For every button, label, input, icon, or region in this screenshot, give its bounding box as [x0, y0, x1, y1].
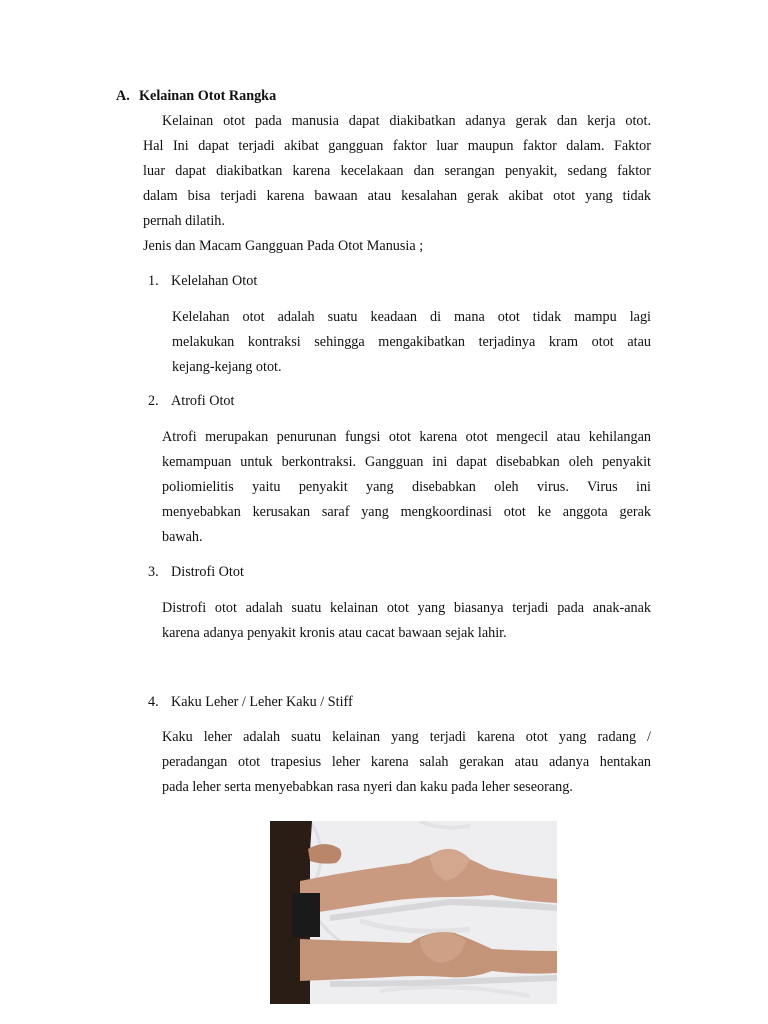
legs-photo: [270, 821, 557, 1004]
item-title: [148, 694, 353, 711]
item-title-text: Kelelahan Otot: [171, 273, 258, 289]
item-paragraph: [162, 425, 651, 550]
section-number: A.: [116, 88, 130, 104]
item-number: 2.: [148, 393, 159, 409]
item-line: poliomielitis yaitu penyakit yang disebabkan oleh virus. Virus ini: [162, 479, 651, 495]
item-paragraph: [162, 725, 651, 800]
item-line: menyebabkan kerusakan saraf yang mengkoordinasi otot ke anggota gerak: [162, 504, 651, 520]
item-title-text: Distrofi Otot: [171, 564, 244, 580]
item-title-text: Kaku Leher / Leher Kaku / Stiff: [171, 694, 353, 710]
item-title: [148, 564, 244, 581]
intro-line: Hal Ini dapat terjadi akibat gangguan faktor luar maupun faktor dalam. Faktor: [143, 138, 651, 154]
intro-paragraph: [143, 109, 651, 259]
item-line: karena adanya penyakit kronis atau cacat bawaan sejak lahir.: [162, 625, 507, 641]
item-line: Kaku leher adalah suatu kelainan yang terjadi karena otot yang radang /: [162, 729, 651, 745]
item-line: kejang-kejang otot.: [172, 359, 282, 375]
item-number: 3.: [148, 564, 159, 580]
item-title: [148, 273, 257, 290]
item-line: Kelelahan otot adalah suatu keadaan di mana otot tidak mampu lagi: [172, 309, 651, 325]
item-title-text: Atrofi Otot: [171, 393, 235, 409]
item-line: peradangan otot trapesius leher karena salah gerakan atau adanya hentakan: [162, 754, 651, 770]
item-line: Distrofi otot adalah suatu kelainan otot yang biasanya terjadi pada anak-anak: [162, 600, 651, 616]
censor-block: [292, 893, 320, 937]
item-line: pada leher serta menyebabkan rasa nyeri dan kaku pada leher seseorang.: [162, 779, 573, 795]
intro-line: dalam bisa terjadi karena bawaan atau kesalahan gerak akibat otot yang tidak: [143, 188, 651, 204]
intro-line: pernah dilatih.: [143, 213, 225, 229]
legs-illustration: [270, 821, 557, 1004]
intro-line: Kelainan otot pada manusia dapat diakibatkan adanya gerak dan kerja otot.: [162, 113, 651, 129]
item-line: melakukan kontraksi sehingga mengakibatkan terjadinya kram otot atau: [172, 334, 651, 350]
intro-line: Jenis dan Macam Gangguan Pada Otot Manusia ;: [143, 238, 424, 254]
item-line: kemampuan untuk berkontraksi. Gangguan ini dapat disebabkan oleh penyakit: [162, 454, 651, 470]
item-line: bawah.: [162, 529, 203, 545]
item-number: 1.: [148, 273, 159, 289]
section-heading: [116, 88, 276, 105]
item-line: Atrofi merupakan penurunan fungsi otot karena otot mengecil atau kehilangan: [162, 429, 651, 445]
item-paragraph: [162, 596, 651, 646]
item-title: [148, 393, 234, 410]
item-number: 4.: [148, 694, 159, 710]
section-title: Kelainan Otot Rangka: [139, 88, 277, 104]
intro-line: luar dapat diakibatkan karena kecelakaan dan serangan penyakit, sedang faktor: [143, 163, 651, 179]
hand: [308, 844, 341, 864]
item-paragraph: [172, 305, 651, 380]
